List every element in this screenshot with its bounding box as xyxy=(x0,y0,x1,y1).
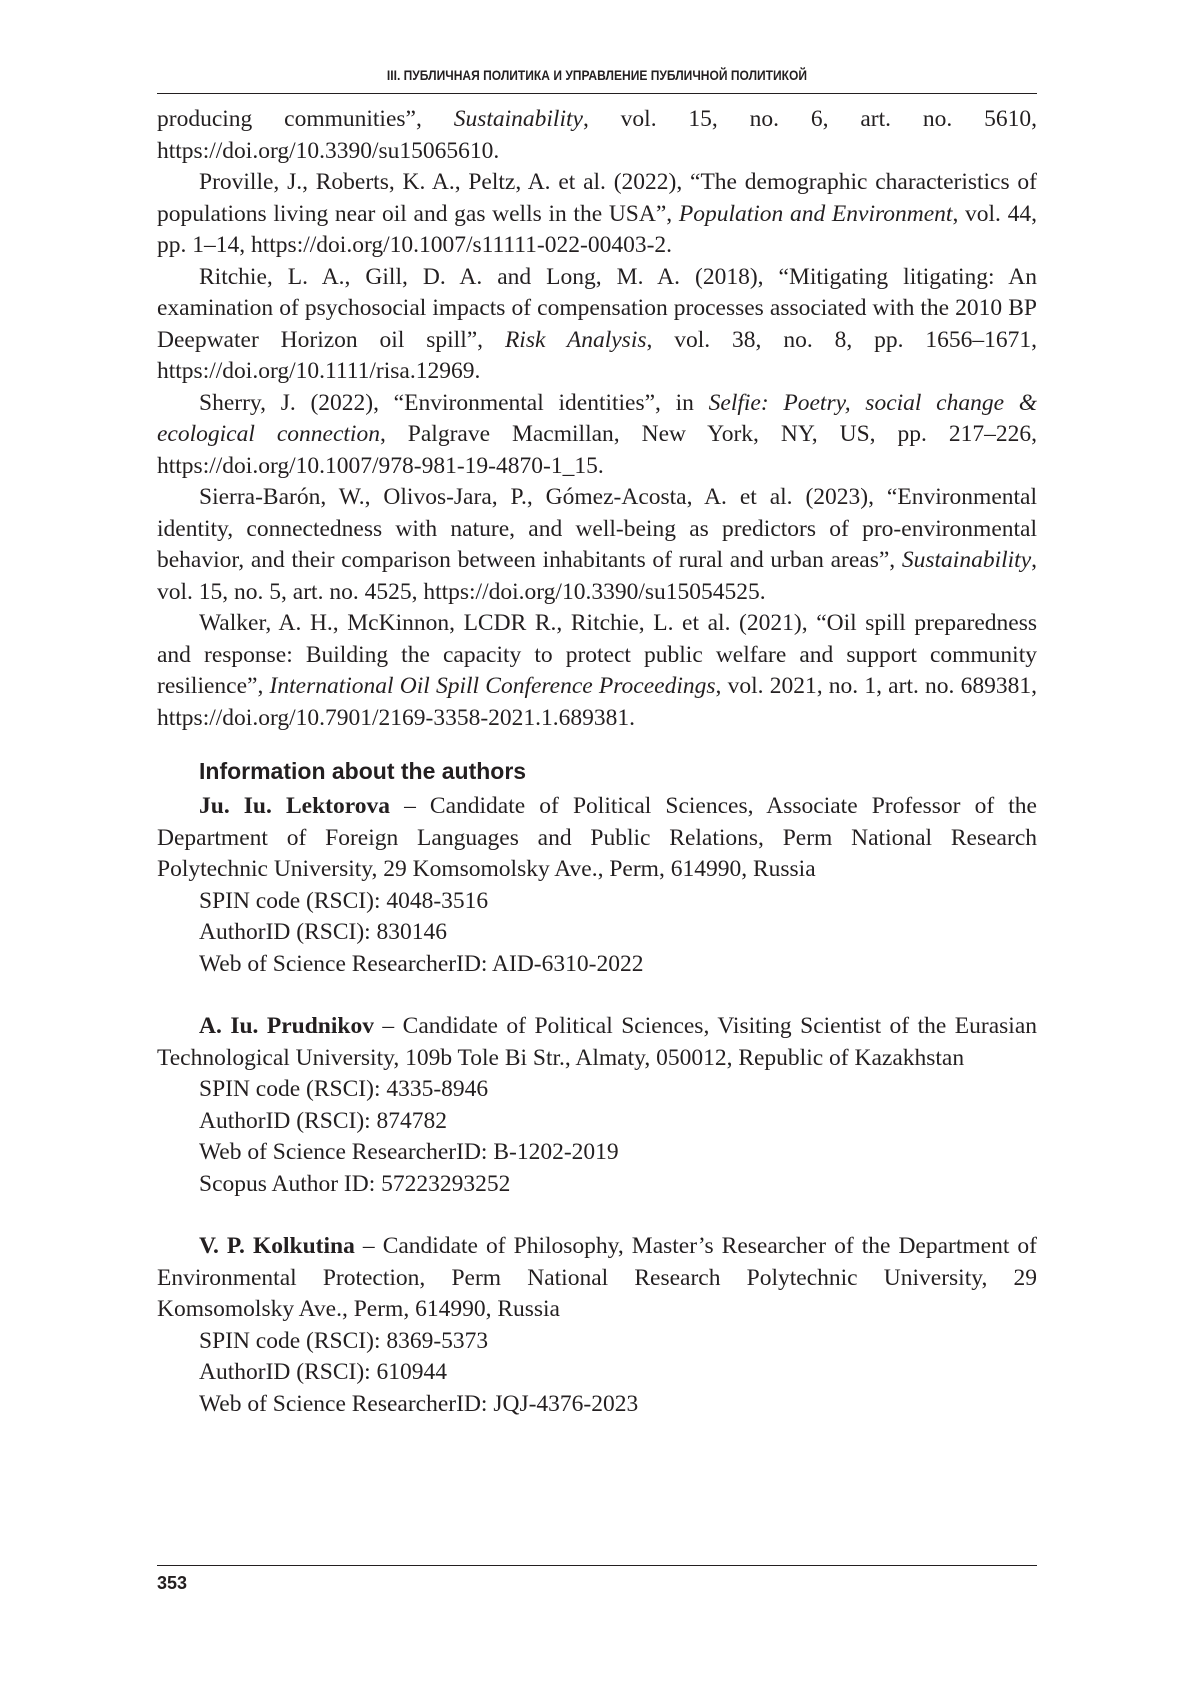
reference-text: Sherry, J. (2022), “Environmental identities”, in xyxy=(199,389,709,416)
author-description xyxy=(157,1011,1037,1074)
reference-details: , Palgrave Macmillan, New York, NY, US, pp. 217–226, https://doi.org/10.1007/978-981-19-4870-1_15. xyxy=(157,421,1037,479)
section-heading: Information about the authors xyxy=(199,758,527,784)
reference-journal: International Oil Spill Conference Proceedings xyxy=(269,673,716,699)
reference-item xyxy=(157,482,1037,608)
author-id-line: SPIN code (RSCI): 8369-5373 xyxy=(199,1327,489,1354)
author-affiliation: – Candidate of Political Sciences, Associate Professor of the Department of Foreign Languages and Public Relations, Perm National Research Polytechnic University, 29 Komsomolsky Ave., Perm, 614990, Russia xyxy=(157,793,1037,882)
author-name: A. Iu. Prudnikov xyxy=(199,1013,374,1039)
author-id-line: Web of Science ResearcherID: JQJ-4376-2023 xyxy=(199,1390,639,1417)
reference-list xyxy=(157,104,1037,734)
reference-journal: Sustainability xyxy=(453,106,583,132)
reference-item xyxy=(157,262,1037,388)
author-id-line: AuthorID (RSCI): 830146 xyxy=(199,919,448,945)
reference-item xyxy=(157,608,1037,734)
reference-details: , vol. 38, no. 8, pp. 1656–1671, https://doi.org/10.1111/risa.12969. xyxy=(157,326,1037,384)
author-name: V. P. Kolkutina xyxy=(199,1233,355,1259)
page-body xyxy=(157,104,1037,1420)
author-description xyxy=(157,791,1037,886)
reference-details: , vol. 15, no. 6, art. no. 5610, https://doi.org/10.3390/su15065610. xyxy=(157,106,1037,164)
author-affiliation: – Candidate of Political Sciences, Visiting Scientist of the Eurasian Technological University, 109b Tole Bi Str., Almaty, 050012, Republic of Kazakhstan xyxy=(157,1013,1037,1071)
author-id-line: SPIN code (RSCI): 4335-8946 xyxy=(199,1076,489,1102)
page-number: 353 xyxy=(157,1573,188,1593)
author-entry xyxy=(157,1231,1037,1420)
reference-text: Proville, J., Roberts, K. A., Peltz, A. et al. (2022), “The demographic characteristics of populations living near oil and gas wells in the USA”, xyxy=(157,169,1037,227)
author-id-line: SPIN code (RSCI): 4048-3516 xyxy=(199,887,489,914)
author-entry xyxy=(157,791,1037,980)
header-rule xyxy=(157,93,1037,94)
author-id-line: AuthorID (RSCI): 874782 xyxy=(199,1107,448,1134)
author-id-line: Scopus Author ID: 57223293252 xyxy=(199,1170,511,1197)
reference-journal: Selfie: Poetry, social change & ecological connection xyxy=(157,389,1037,447)
reference-text: Sierra-Barón, W., Olivos-Jara, P., Gómez-Acosta, A. et al. (2023), “Environmental identity, connectedness with nature, and well-being as predictors of pro-environmental behavior, and their comparison between inhabitants of rural and urban areas”, xyxy=(157,484,1037,573)
reference-text: Walker, A. H., McKinnon, LCDR R., Ritchie, L. et al. (2021), “Oil spill preparedness and response: Building the capacity to protect public welfare and support community resilience”, xyxy=(157,610,1037,699)
reference-journal: Population and Environment xyxy=(678,200,953,227)
author-id-line: Web of Science ResearcherID: B-1202-2019 xyxy=(199,1139,619,1165)
reference-details: , vol. 44, pp. 1–14, https://doi.org/10.1007/s11111-022-00403-2. xyxy=(157,200,1037,258)
running-header: III. ПУБЛИЧНАЯ ПОЛИТИКА И УПРАВЛЕНИЕ ПУБЛИЧНОЙ ПОЛИТИКОЙ xyxy=(386,67,808,83)
author-affiliation: – Candidate of Philosophy, Master’s Researcher of the Department of Environmental Protection, Perm National Research Polytechnic University, 29 Komsomolsky Ave., Perm, 614990, Russia xyxy=(157,1233,1037,1322)
reference-details: , vol. 15, no. 5, art. no. 4525, https://doi.org/10.3390/su15054525. xyxy=(157,547,1037,605)
author-description xyxy=(157,1231,1037,1326)
reference-item xyxy=(157,167,1037,262)
reference-text: producing communities”, xyxy=(157,106,454,132)
reference-journal: Risk Analysis xyxy=(504,326,647,353)
author-entry xyxy=(157,1011,1037,1200)
author-id-line: AuthorID (RSCI): 610944 xyxy=(199,1359,448,1385)
reference-text: Ritchie, L. A., Gill, D. A. and Long, M. A. (2018), “Mitigating litigating: An examination of psychosocial impacts of compensation processes associated with the 2010 BP Deepwater Horizon oil spill”, xyxy=(157,263,1037,353)
footer-rule xyxy=(157,1565,1037,1566)
reference-details: , vol. 2021, no. 1, art. no. 689381, https://doi.org/10.7901/2169-3358-2021.1.689381. xyxy=(157,673,1037,731)
reference-item xyxy=(157,388,1037,483)
author-name: Ju. Iu. Lektorova xyxy=(199,793,390,819)
reference-item xyxy=(157,104,1037,167)
reference-journal: Sustainability xyxy=(901,547,1032,573)
author-id-line: Web of Science ResearcherID: AID-6310-2022 xyxy=(199,950,644,977)
